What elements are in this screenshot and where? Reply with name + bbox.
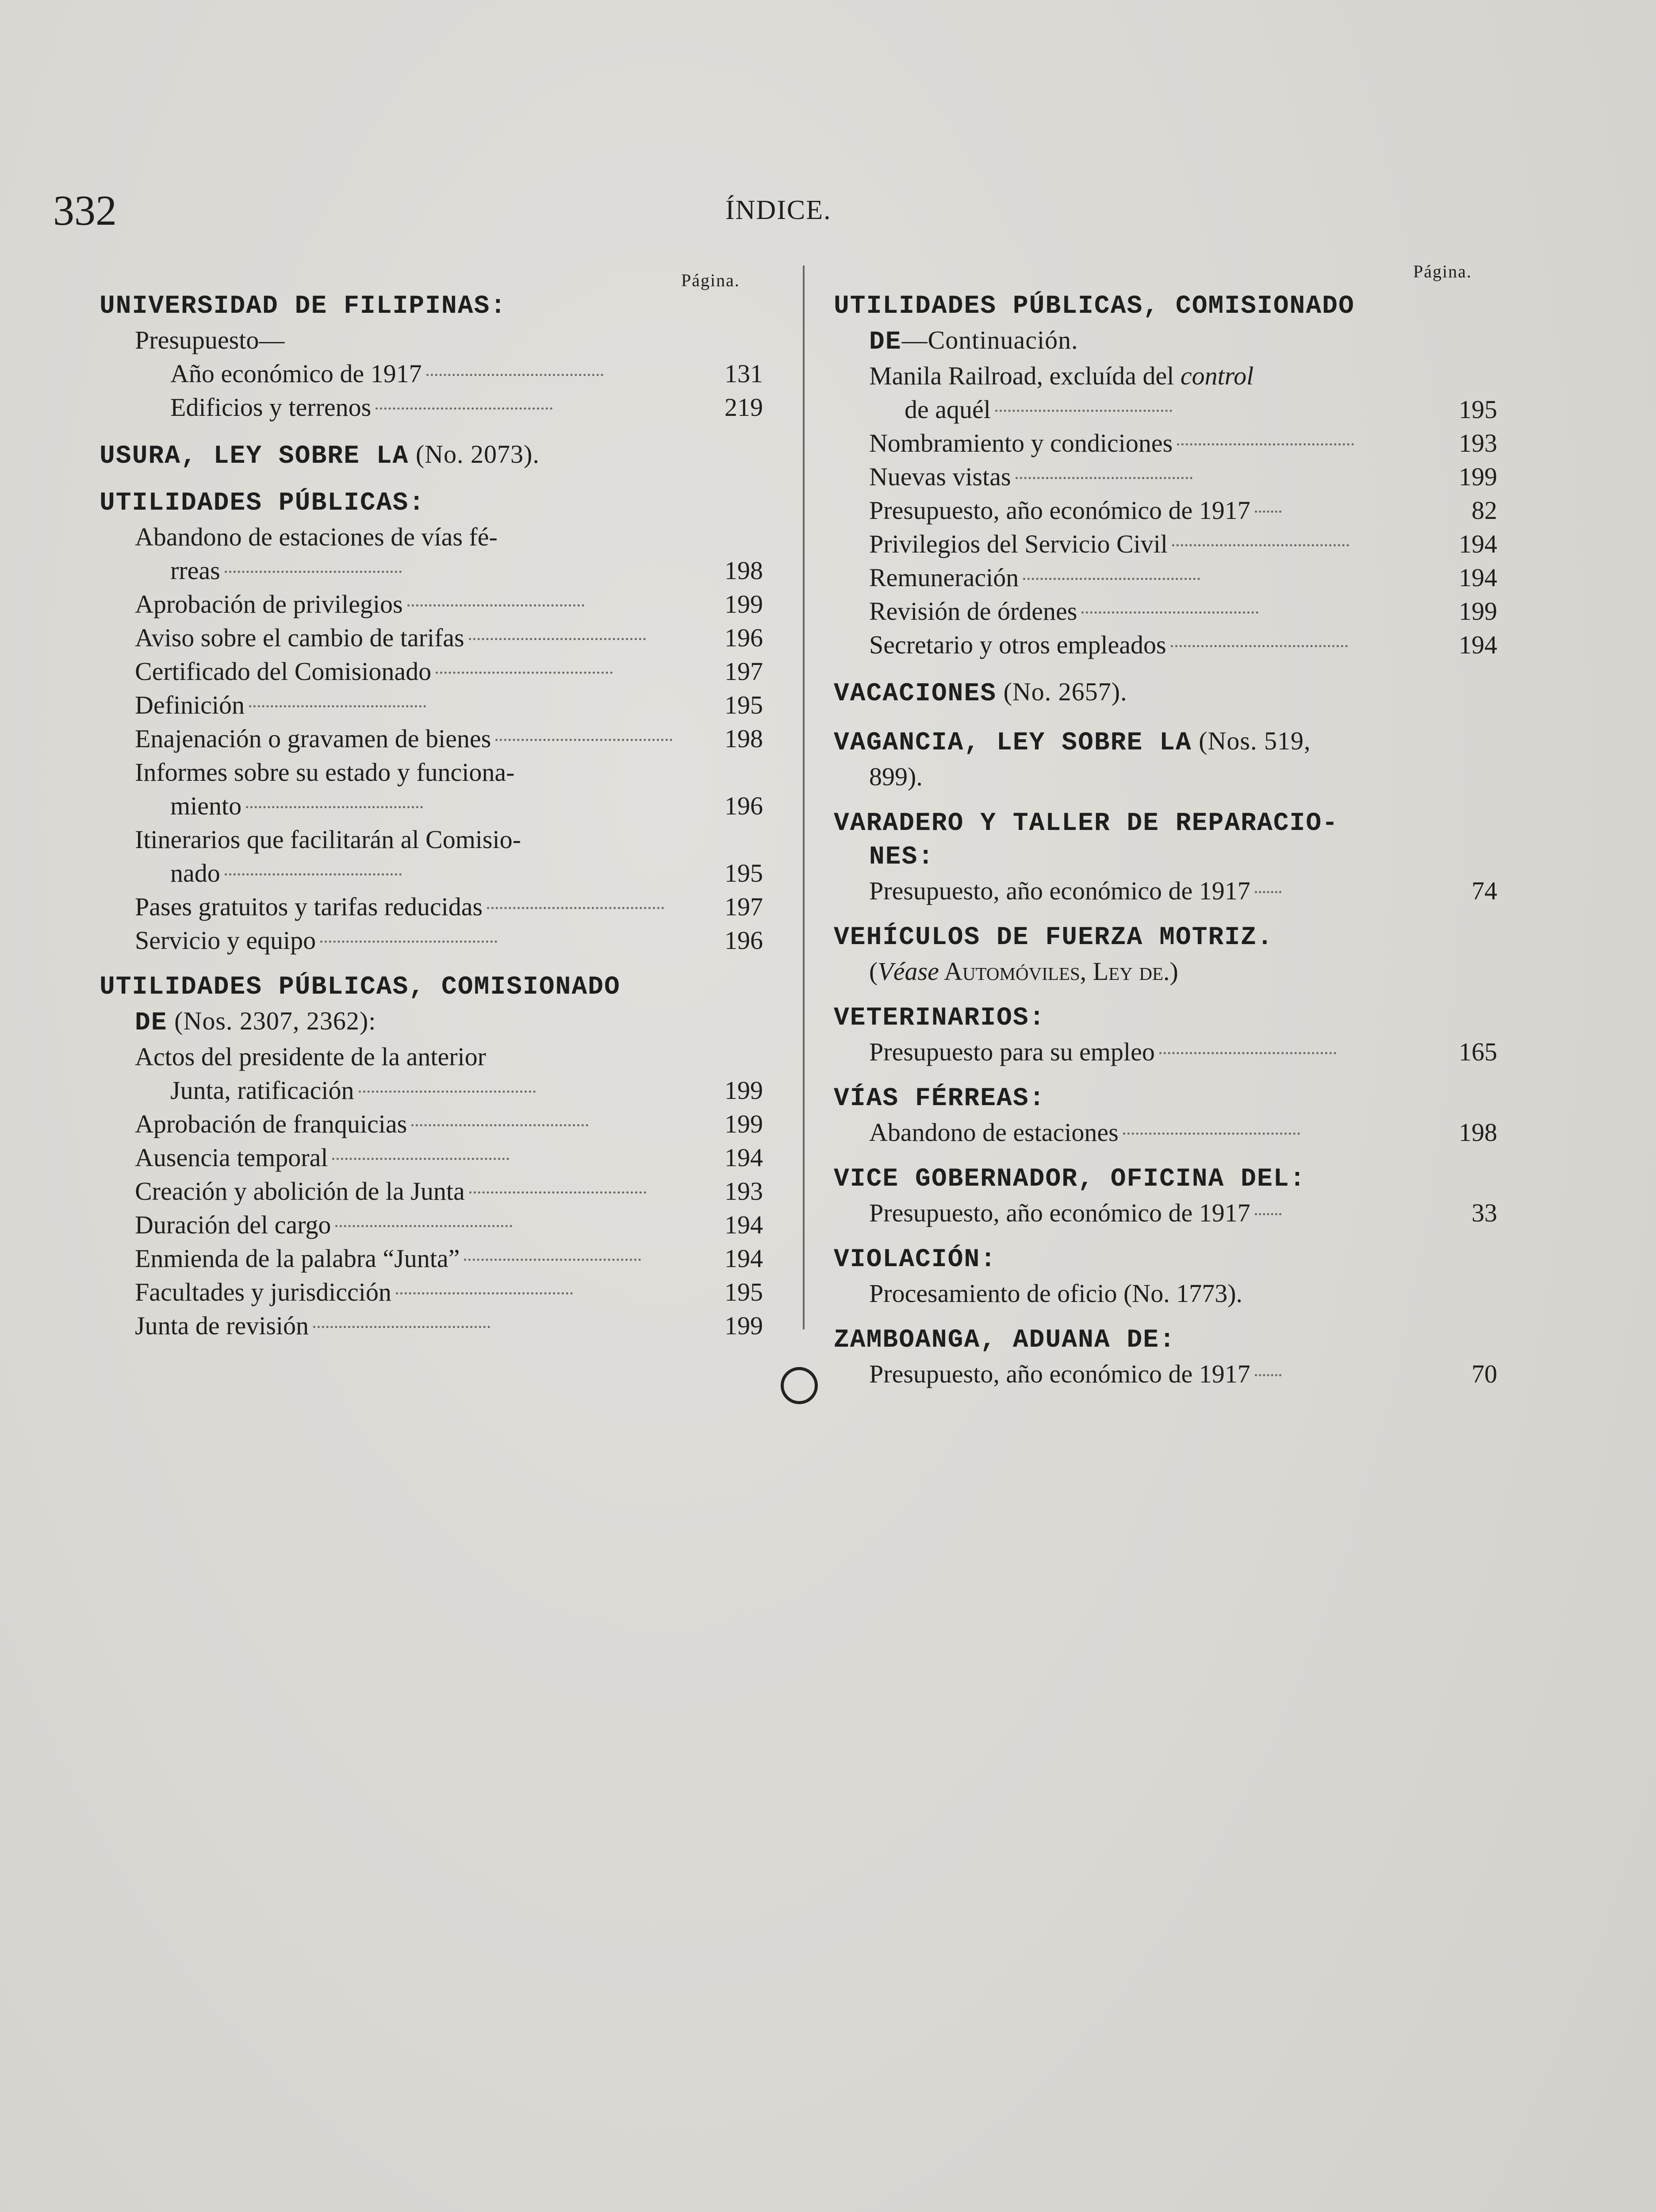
index-entry: Abandono de estaciones 198 bbox=[834, 1116, 1497, 1149]
page-ref: 74 bbox=[1472, 876, 1497, 905]
end-ornament-circle bbox=[781, 1367, 818, 1404]
index-entry: Nombramiento y condiciones 193 bbox=[834, 426, 1497, 460]
index-heading: UNIVERSIDAD DE FILIPINAS: bbox=[100, 292, 507, 321]
index-entry: Creación y abolición de la Junta 193 bbox=[100, 1175, 763, 1208]
index-entry: Enmienda de la palabra “Junta” 194 bbox=[100, 1242, 763, 1275]
index-heading: UTILIDADES PÚBLICAS: bbox=[100, 489, 426, 518]
index-entry: Definición 195 bbox=[100, 688, 763, 722]
index-column-right bbox=[834, 290, 1497, 1391]
index-entry: Revisión de órdenes 199 bbox=[834, 595, 1497, 628]
index-heading: VAGANCIA, LEY SOBRE LA (Nos. 519, bbox=[834, 726, 1311, 757]
page-ref: 199 bbox=[724, 590, 763, 618]
running-head: ÍNDICE. bbox=[725, 195, 832, 225]
index-entry: Presupuesto, año económico de 1917 33 bbox=[834, 1196, 1497, 1230]
index-entry: Duración del cargo 194 bbox=[100, 1208, 763, 1242]
page-ref: 199 bbox=[1459, 597, 1497, 626]
page-ref: 199 bbox=[724, 1076, 763, 1105]
page-ref: 193 bbox=[724, 1177, 763, 1206]
index-heading: UTILIDADES PÚBLICAS, COMISIONADO bbox=[100, 973, 621, 1002]
index-entry: Pases gratuitos y tarifas reducidas 197 bbox=[100, 890, 763, 924]
index-heading: VEHÍCULOS DE FUERZA MOTRIZ. bbox=[834, 923, 1273, 952]
page-ref: 194 bbox=[724, 1244, 763, 1273]
index-entry: Manila Railroad, excluída del control bbox=[869, 361, 1254, 390]
page-ref: 198 bbox=[1459, 1118, 1497, 1147]
index-entry: Enajenación o gravamen de bienes 198 bbox=[100, 722, 763, 756]
index-entry: Itinerarios que facilitarán al Comisio- bbox=[135, 825, 521, 854]
index-entry: Facultades y jurisdicción 195 bbox=[100, 1275, 763, 1309]
page-ref: 193 bbox=[1459, 429, 1497, 457]
page-ref: 219 bbox=[724, 393, 763, 422]
page-ref: 195 bbox=[724, 859, 763, 887]
index-heading: VÍAS FÉRREAS: bbox=[834, 1084, 1046, 1113]
index-entry: Nuevas vistas 199 bbox=[834, 460, 1497, 494]
page-ref: 131 bbox=[724, 359, 763, 388]
page-ref: 194 bbox=[1459, 563, 1497, 592]
index-entry: Edificios y terrenos 219 bbox=[100, 391, 763, 424]
index-heading: VARADERO Y TALLER DE REPARACIO- bbox=[834, 809, 1338, 838]
page-ref: 70 bbox=[1472, 1359, 1497, 1388]
index-entry: Procesamiento de oficio (No. 1773). bbox=[869, 1279, 1243, 1308]
index-entry: Presupuesto para su empleo 165 bbox=[834, 1035, 1497, 1069]
index-entry: Certificado del Comisionado 197 bbox=[100, 655, 763, 688]
pagina-label-right: Página. bbox=[1413, 261, 1472, 281]
index-entry: Ausencia temporal 194 bbox=[100, 1141, 763, 1175]
page-ref: 195 bbox=[1459, 395, 1497, 424]
page-number: 332 bbox=[53, 187, 117, 234]
index-entry: Junta de revisión 199 bbox=[100, 1309, 763, 1343]
page-ref: 194 bbox=[1459, 530, 1497, 558]
index-entry: rreas 198 bbox=[100, 554, 763, 588]
page-ref: 195 bbox=[724, 691, 763, 719]
index-entry: Servicio y equipo 196 bbox=[100, 924, 763, 957]
index-entry: Abandono de estaciones de vías fé- bbox=[135, 522, 498, 551]
index-subheading: Presupuesto— bbox=[135, 326, 285, 354]
index-heading: USURA, LEY SOBRE LA (No. 2073). bbox=[100, 440, 540, 471]
page-ref: 199 bbox=[724, 1110, 763, 1138]
index-heading: VICE GOBERNADOR, OFICINA DEL: bbox=[834, 1165, 1306, 1194]
index-entry: nado 195 bbox=[100, 856, 763, 890]
page-ref: 82 bbox=[1472, 496, 1497, 525]
column-divider bbox=[803, 265, 805, 1329]
pagina-label-left: Página. bbox=[681, 270, 740, 290]
index-heading: VETERINARIOS: bbox=[834, 1004, 1046, 1033]
index-heading-cont: NES: bbox=[869, 843, 935, 872]
index-heading-cont: 899). bbox=[869, 762, 923, 791]
page-ref: 33 bbox=[1472, 1198, 1497, 1227]
index-entry: Remuneración 194 bbox=[834, 561, 1497, 595]
index-heading-cont: DE—Continuación. bbox=[869, 326, 1078, 357]
index-entry: Aprobación de privilegios 199 bbox=[100, 588, 763, 621]
cross-reference: (Véase Automóviles, Ley de.) bbox=[869, 957, 1178, 986]
index-heading-cont: DE (Nos. 2307, 2362): bbox=[135, 1006, 376, 1037]
page-ref: 196 bbox=[724, 623, 763, 652]
page-ref: 197 bbox=[724, 892, 763, 921]
index-entry: Presupuesto, año económico de 1917 74 bbox=[834, 874, 1497, 908]
index-column-left bbox=[100, 290, 763, 1343]
index-heading: VACACIONES (No. 2657). bbox=[834, 677, 1127, 708]
page-ref: 196 bbox=[724, 791, 763, 820]
page-ref: 198 bbox=[724, 724, 763, 753]
page-ref: 194 bbox=[1459, 630, 1497, 659]
page-ref: 199 bbox=[1459, 462, 1497, 491]
page-ref: 194 bbox=[724, 1210, 763, 1239]
page-ref: 195 bbox=[724, 1278, 763, 1306]
index-entry: Presupuesto, año económico de 1917 82 bbox=[834, 494, 1497, 527]
page-ref: 199 bbox=[724, 1311, 763, 1340]
page-ref: 196 bbox=[724, 926, 763, 955]
index-heading: VIOLACIÓN: bbox=[834, 1245, 997, 1274]
index-heading: UTILIDADES PÚBLICAS, COMISIONADO bbox=[834, 292, 1355, 321]
page-ref: 197 bbox=[724, 657, 763, 686]
index-entry: Aprobación de franquicias 199 bbox=[100, 1107, 763, 1141]
index-entry: Aviso sobre el cambio de tarifas 196 bbox=[100, 621, 763, 655]
index-entry: Informes sobre su estado y funciona- bbox=[135, 758, 515, 787]
page-ref: 194 bbox=[724, 1143, 763, 1172]
index-entry: de aquél 195 bbox=[834, 393, 1497, 426]
index-entry: miento 196 bbox=[100, 789, 763, 823]
index-entry: Privilegios del Servicio Civil 194 bbox=[834, 527, 1497, 561]
index-heading: ZAMBOANGA, ADUANA DE: bbox=[834, 1326, 1176, 1355]
index-entry: Actos del presidente de la anterior bbox=[135, 1042, 486, 1071]
index-entry: Presupuesto, año económico de 1917 70 bbox=[834, 1357, 1497, 1391]
index-entry: Junta, ratificación 199 bbox=[100, 1074, 763, 1107]
page-ref: 165 bbox=[1459, 1037, 1497, 1066]
index-entry: Secretario y otros empleados 194 bbox=[834, 628, 1497, 662]
index-entry: Año económico de 1917 131 bbox=[100, 357, 763, 391]
page-ref: 198 bbox=[724, 556, 763, 585]
